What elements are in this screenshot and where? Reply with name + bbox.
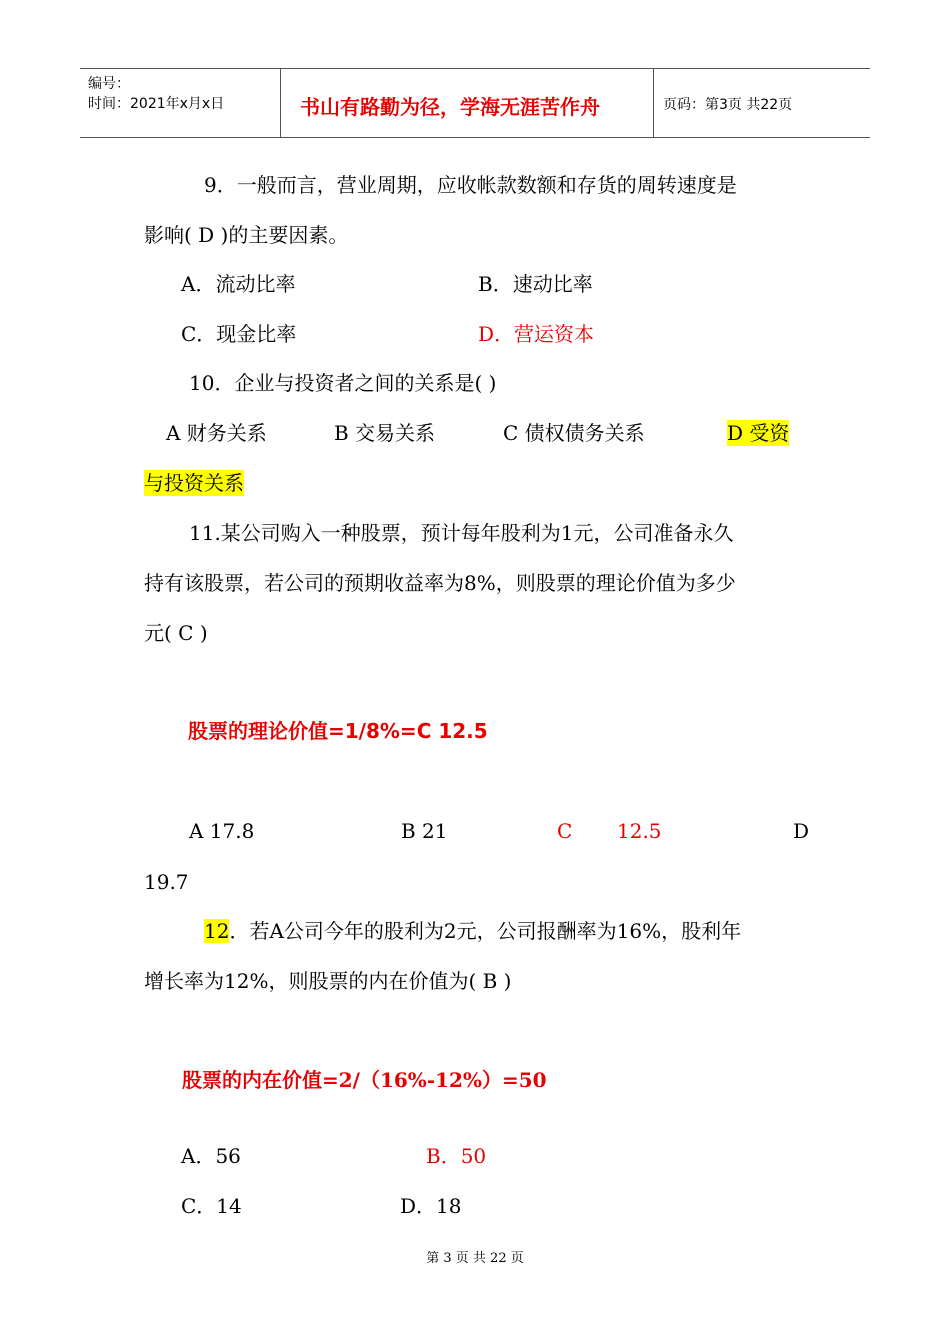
q9-option-d-answer: D．营运资本 bbox=[478, 322, 595, 346]
q11-option-c-value: 12.5 bbox=[617, 819, 662, 843]
q11-line2: 持有该股票，若公司的预期收益率为8%，则股票的理论价值为多少 bbox=[144, 571, 736, 595]
q11-line1: 11.某公司购入一种股票，预计每年股利为1元，公司准备永久 bbox=[189, 521, 734, 545]
q9-line1: 9．一般而言，营业周期，应收帐款数额和存货的周转速度是 bbox=[204, 173, 737, 197]
page-header bbox=[80, 68, 870, 138]
q10-option-a: A 财务关系 bbox=[166, 421, 267, 445]
q10-option-d-answer: D 受资 bbox=[727, 421, 790, 445]
q11-option-a: A 17.8 bbox=[189, 819, 255, 843]
date-label: 时间：2021年x月x日 bbox=[88, 96, 225, 112]
header-motto: 书山有路勤为径，学海无涯苦作舟 bbox=[300, 95, 600, 119]
q10-option-d-continued: 与投资关系 bbox=[144, 471, 244, 495]
q11-option-c-letter: C bbox=[557, 819, 573, 843]
q12-solution: 股票的内在价值=2/（16%-12%）=50 bbox=[182, 1068, 547, 1092]
q12-option-b-answer: B．50 bbox=[426, 1144, 487, 1168]
q9-option-c: C．现金比率 bbox=[181, 322, 297, 346]
q11-option-b: B 21 bbox=[401, 819, 448, 843]
q12-number: 12 bbox=[204, 919, 230, 943]
header-page-info: 页码：第3页 共22页 bbox=[663, 97, 793, 113]
q12-line1 bbox=[204, 918, 741, 944]
header-right-cell bbox=[653, 69, 870, 137]
q9-option-b: B．速动比率 bbox=[478, 272, 593, 296]
q9-option-a: A．流动比率 bbox=[181, 272, 296, 296]
q12-option-d: D．18 bbox=[400, 1194, 462, 1218]
page-footer: 第 3 页 共 22 页 bbox=[426, 1251, 524, 1266]
q11-line3: 元( C ) bbox=[144, 621, 208, 645]
q10-option-c: C 债权债务关系 bbox=[503, 421, 645, 445]
header-left-cell bbox=[80, 69, 281, 137]
q10-option-b: B 交易关系 bbox=[334, 421, 436, 445]
q11-option-d-letter: D bbox=[793, 819, 810, 843]
q12-option-c: C．14 bbox=[181, 1194, 242, 1218]
code-label: 编号： bbox=[88, 76, 130, 92]
q12-line2: 增长率为12%，则股票的内在价值为( B ) bbox=[144, 969, 512, 993]
q12-line1-text: ．若A公司今年的股利为2元，公司报酬率为16%，股利年 bbox=[229, 919, 742, 943]
q11-solution: 股票的理论价值=1/8%=C 12.5 bbox=[188, 719, 488, 743]
q11-option-d-value: 19.7 bbox=[144, 870, 189, 894]
q12-option-a: A．56 bbox=[181, 1144, 241, 1168]
q10-line1: 10．企业与投资者之间的关系是( ) bbox=[189, 371, 497, 395]
q9-line2: 影响( D )的主要因素。 bbox=[144, 223, 349, 247]
header-middle-cell bbox=[280, 69, 654, 137]
